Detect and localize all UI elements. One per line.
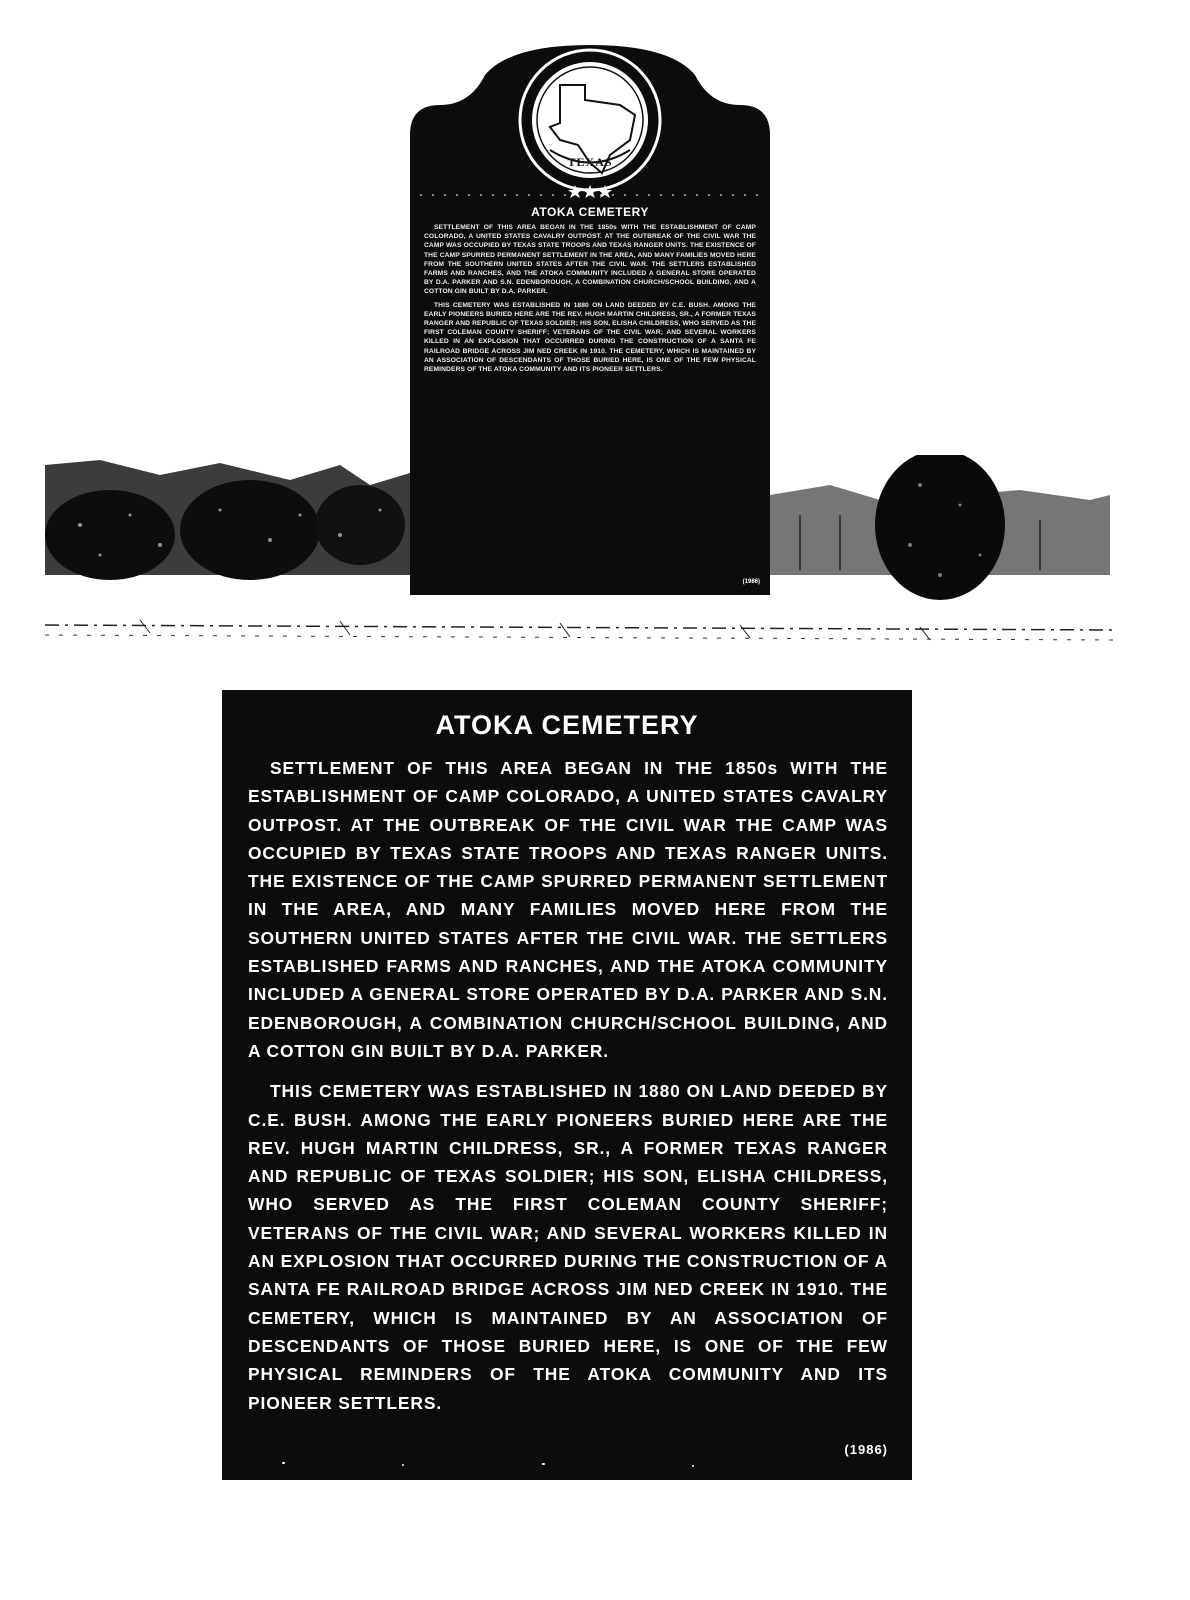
seal-label: TEXAS [567, 155, 613, 169]
shrub-left-2 [180, 480, 320, 580]
plaque-body [424, 223, 756, 378]
panel-year: (1986) [844, 1442, 888, 1457]
marker-plaque-photo [410, 45, 770, 595]
panel-paragraph-2: THIS CEMETERY WAS ESTABLISHED IN 1880 ON LAND DEEDED BY C.E. BUSH. AMONG THE EARLY PIONEERS BURIED HERE ARE THE REV. HUGH MARTIN CHILDRESS, SR., A FORMER TEXAS RANGER AND REPUBLIC OF TEXAS SOLDIER; HIS SON, ELISHA CHILDRESS, WHO SERVED AS THE FIRST COLEMAN COUNTY SHERIFF; VETERANS OF THE CIVIL WAR; AND SEVERAL WORKERS KILLED IN AN EXPLOSION THAT OCCURRED DURING THE CONSTRUCTION OF A SANTA FE RAILROAD BRIDGE ACROSS JIM NED CREEK IN 1910. THE CEMETERY, WHICH IS MAINTAINED BY AN ASSOCIATION OF DESCENDANTS OF THOSE BURIED HERE, IS ONE OF THE FEW PHYSICAL REMINDERS OF THE ATOKA COMMUNITY AND ITS PIONEER SETTLERS. [248, 1081, 888, 1413]
shrub-left-3 [315, 485, 405, 565]
barbed-wire [45, 625, 1115, 630]
marker-photograph [0, 0, 1190, 700]
shrub-left-1 [45, 490, 175, 580]
plaque-year: (1986) [742, 579, 760, 585]
border-speck [542, 1463, 545, 1465]
plaque-paragraph: SETTLEMENT OF THIS AREA BEGAN IN THE 1850s WITH THE ESTABLISHMENT OF CAMP COLORADO, A UNITED STATES CAVALRY OUTPOST. AT THE OUTBREAK OF THE CIVIL WAR THE CAMP WAS OCCUPIED BY TEXAS STATE TROOPS AND TEXAS RANGER UNITS. THE EXISTENCE OF THE CAMP SPURRED PERMANENT SETTLEMENT IN THE AREA, AND MANY FAMILIES MOVED HERE FROM THE SOUTHERN UNITED STATES AFTER THE CIVIL WAR. THE SETTLERS ESTABLISHED FARMS AND RANCHES, AND THE ATOKA COMMUNITY INCLUDED A GENERAL STORE OPERATED BY D.A. PARKER AND S.N. EDENBOROUGH, A COMBINATION CHURCH/SCHOOL BUILDING, AND A COTTON GIN BUILT BY D.A. PARKER. [424, 224, 756, 296]
plaque-title: ATOKA CEMETERY [531, 205, 649, 219]
plaque-paragraph: THIS CEMETERY WAS ESTABLISHED IN 1880 ON LAND DEEDED BY C.E. BUSH. AMONG THE EARLY PIONEERS BURIED HERE ARE THE REV. HUGH MARTIN CHILDRESS, SR., A FORMER TEXAS RANGER AND REPUBLIC OF TEXAS SOLDIER; HIS SON, ELISHA CHILDRESS, WHO SERVED AS THE FIRST COLEMAN COUNTY SHERIFF; VETERANS OF THE CIVIL WAR; AND SEVERAL WORKERS KILLED IN AN EXPLOSION THAT OCCURRED DURING THE CONSTRUCTION OF A SANTA FE RAILROAD BRIDGE ACROSS JIM NED CREEK IN 1910. THE CEMETERY, WHICH IS MAINTAINED BY AN ASSOCIATION OF DESCENDANTS OF THOSE BURIED HERE, IS ONE OF THE FEW PHYSICAL REMINDERS OF THE ATOKA COMMUNITY AND ITS PIONEER SETTLERS. [424, 301, 756, 374]
panel-body [248, 754, 888, 1429]
border-speck [402, 1464, 404, 1466]
border-speck [692, 1465, 694, 1467]
panel-title: ATOKA CEMETERY [435, 710, 699, 740]
marker-text-panel [222, 690, 912, 1480]
panel-paragraph-1: SETTLEMENT OF THIS AREA BEGAN IN THE 1850s WITH THE ESTABLISHMENT OF CAMP COLORADO, A UNITED STATES CAVALRY OUTPOST. AT THE OUTBREAK OF THE CIVIL WAR THE CAMP WAS OCCUPIED BY TEXAS STATE TROOPS AND TEXAS RANGER UNITS. THE EXISTENCE OF THE CAMP SPURRED PERMANENT SETTLEMENT IN THE AREA, AND MANY FAMILIES MOVED HERE FROM THE SOUTHERN UNITED STATES AFTER THE CIVIL WAR. THE SETTLERS ESTABLISHED FARMS AND RANCHES, AND THE ATOKA COMMUNITY INCLUDED A GENERAL STORE OPERATED BY D.A. PARKER AND S.N. EDENBOROUGH, A COMBINATION CHURCH/SCHOOL BUILDING, AND A COTTON GIN BUILT BY D.A. PARKER. [248, 758, 888, 1061]
tree-right [875, 455, 1005, 600]
border-speck [282, 1462, 285, 1464]
